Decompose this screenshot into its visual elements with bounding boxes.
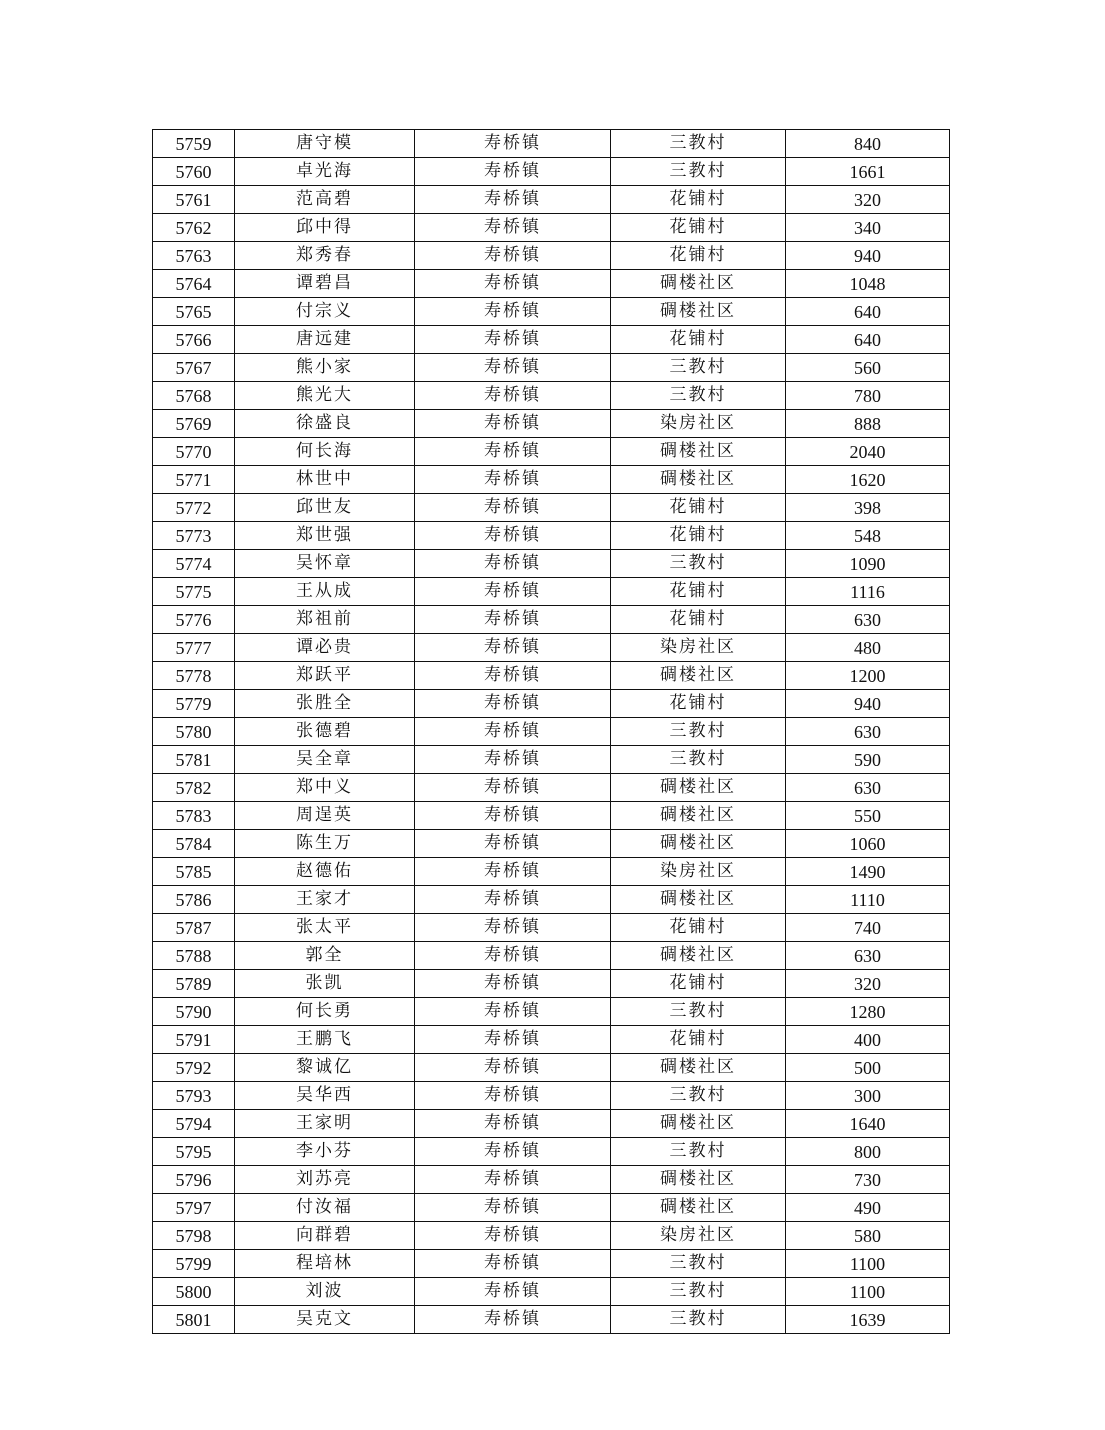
cell-village: 碉楼社区	[611, 942, 786, 970]
cell-name: 唐远建	[235, 326, 415, 354]
cell-number: 5779	[153, 690, 235, 718]
cell-number: 5774	[153, 550, 235, 578]
table-row	[153, 1138, 950, 1166]
cell-town: 寿桥镇	[415, 354, 611, 382]
table-row	[153, 242, 950, 270]
cell-number: 5800	[153, 1278, 235, 1306]
cell-number: 5785	[153, 858, 235, 886]
cell-town: 寿桥镇	[415, 298, 611, 326]
cell-number: 5765	[153, 298, 235, 326]
cell-number: 5791	[153, 1026, 235, 1054]
cell-amount: 1640	[786, 1110, 950, 1138]
cell-town: 寿桥镇	[415, 130, 611, 158]
cell-town: 寿桥镇	[415, 466, 611, 494]
cell-town: 寿桥镇	[415, 886, 611, 914]
table-row	[153, 578, 950, 606]
table-row	[153, 410, 950, 438]
cell-number: 5789	[153, 970, 235, 998]
table-row	[153, 662, 950, 690]
cell-village: 染房社区	[611, 858, 786, 886]
cell-town: 寿桥镇	[415, 830, 611, 858]
cell-amount: 550	[786, 802, 950, 830]
cell-village: 花铺村	[611, 242, 786, 270]
cell-name: 王家才	[235, 886, 415, 914]
cell-number: 5772	[153, 494, 235, 522]
cell-number: 5786	[153, 886, 235, 914]
cell-number: 5780	[153, 718, 235, 746]
cell-name: 王鹏飞	[235, 1026, 415, 1054]
cell-name: 何长勇	[235, 998, 415, 1026]
table-row	[153, 886, 950, 914]
cell-amount: 630	[786, 606, 950, 634]
cell-town: 寿桥镇	[415, 1194, 611, 1222]
cell-village: 染房社区	[611, 410, 786, 438]
cell-amount: 940	[786, 690, 950, 718]
cell-number: 5794	[153, 1110, 235, 1138]
table-row	[153, 1222, 950, 1250]
cell-name: 郭全	[235, 942, 415, 970]
cell-village: 碉楼社区	[611, 438, 786, 466]
table-row	[153, 1026, 950, 1054]
cell-amount: 740	[786, 914, 950, 942]
cell-name: 张太平	[235, 914, 415, 942]
cell-amount: 1490	[786, 858, 950, 886]
cell-village: 花铺村	[611, 914, 786, 942]
cell-name: 吴怀章	[235, 550, 415, 578]
cell-number: 5798	[153, 1222, 235, 1250]
table-row	[153, 522, 950, 550]
cell-amount: 500	[786, 1054, 950, 1082]
table-row	[153, 606, 950, 634]
cell-amount: 630	[786, 718, 950, 746]
cell-village: 三教村	[611, 1082, 786, 1110]
table-row	[153, 130, 950, 158]
table-row	[153, 774, 950, 802]
cell-name: 张胜全	[235, 690, 415, 718]
cell-number: 5797	[153, 1194, 235, 1222]
table-row	[153, 494, 950, 522]
cell-name: 刘波	[235, 1278, 415, 1306]
table-row	[153, 1278, 950, 1306]
table-row	[153, 298, 950, 326]
cell-town: 寿桥镇	[415, 1166, 611, 1194]
cell-amount: 640	[786, 326, 950, 354]
cell-amount: 1620	[786, 466, 950, 494]
cell-number: 5768	[153, 382, 235, 410]
cell-town: 寿桥镇	[415, 410, 611, 438]
cell-name: 唐守模	[235, 130, 415, 158]
cell-town: 寿桥镇	[415, 1138, 611, 1166]
table-row	[153, 746, 950, 774]
cell-town: 寿桥镇	[415, 942, 611, 970]
table-row	[153, 326, 950, 354]
cell-town: 寿桥镇	[415, 858, 611, 886]
cell-name: 赵德佑	[235, 858, 415, 886]
cell-number: 5770	[153, 438, 235, 466]
cell-amount: 1110	[786, 886, 950, 914]
cell-village: 花铺村	[611, 522, 786, 550]
cell-amount: 300	[786, 1082, 950, 1110]
cell-town: 寿桥镇	[415, 382, 611, 410]
cell-village: 碉楼社区	[611, 466, 786, 494]
cell-town: 寿桥镇	[415, 242, 611, 270]
cell-name: 刘苏亮	[235, 1166, 415, 1194]
cell-number: 5783	[153, 802, 235, 830]
records-table	[152, 129, 950, 1334]
cell-number: 5761	[153, 186, 235, 214]
cell-name: 程培林	[235, 1250, 415, 1278]
cell-village: 碉楼社区	[611, 802, 786, 830]
cell-town: 寿桥镇	[415, 214, 611, 242]
cell-number: 5767	[153, 354, 235, 382]
cell-number: 5799	[153, 1250, 235, 1278]
cell-number: 5784	[153, 830, 235, 858]
cell-amount: 888	[786, 410, 950, 438]
cell-town: 寿桥镇	[415, 438, 611, 466]
cell-number: 5763	[153, 242, 235, 270]
cell-number: 5788	[153, 942, 235, 970]
cell-village: 三教村	[611, 746, 786, 774]
cell-amount: 640	[786, 298, 950, 326]
cell-village: 碉楼社区	[611, 298, 786, 326]
cell-number: 5782	[153, 774, 235, 802]
cell-village: 三教村	[611, 718, 786, 746]
cell-number: 5771	[153, 466, 235, 494]
cell-name: 林世中	[235, 466, 415, 494]
cell-town: 寿桥镇	[415, 606, 611, 634]
table-row	[153, 802, 950, 830]
cell-village: 花铺村	[611, 970, 786, 998]
table-row	[153, 942, 950, 970]
cell-amount: 730	[786, 1166, 950, 1194]
cell-amount: 398	[786, 494, 950, 522]
cell-amount: 1048	[786, 270, 950, 298]
cell-town: 寿桥镇	[415, 1306, 611, 1334]
cell-town: 寿桥镇	[415, 662, 611, 690]
table-row	[153, 1194, 950, 1222]
cell-town: 寿桥镇	[415, 1110, 611, 1138]
cell-town: 寿桥镇	[415, 690, 611, 718]
cell-town: 寿桥镇	[415, 802, 611, 830]
cell-amount: 840	[786, 130, 950, 158]
cell-number: 5759	[153, 130, 235, 158]
cell-amount: 1116	[786, 578, 950, 606]
cell-amount: 490	[786, 1194, 950, 1222]
cell-town: 寿桥镇	[415, 718, 611, 746]
cell-village: 碉楼社区	[611, 1054, 786, 1082]
cell-village: 三教村	[611, 130, 786, 158]
cell-village: 花铺村	[611, 578, 786, 606]
cell-village: 花铺村	[611, 1026, 786, 1054]
table-row	[153, 970, 950, 998]
cell-village: 花铺村	[611, 326, 786, 354]
cell-name: 郑祖前	[235, 606, 415, 634]
cell-amount: 940	[786, 242, 950, 270]
cell-number: 5793	[153, 1082, 235, 1110]
cell-number: 5764	[153, 270, 235, 298]
cell-village: 三教村	[611, 354, 786, 382]
cell-town: 寿桥镇	[415, 550, 611, 578]
table-row	[153, 634, 950, 662]
cell-village: 三教村	[611, 998, 786, 1026]
cell-amount: 400	[786, 1026, 950, 1054]
cell-amount: 320	[786, 970, 950, 998]
cell-name: 张德碧	[235, 718, 415, 746]
cell-village: 染房社区	[611, 1222, 786, 1250]
cell-amount: 800	[786, 1138, 950, 1166]
cell-amount: 2040	[786, 438, 950, 466]
cell-village: 三教村	[611, 1278, 786, 1306]
cell-name: 郑跃平	[235, 662, 415, 690]
cell-number: 5795	[153, 1138, 235, 1166]
cell-number: 5769	[153, 410, 235, 438]
cell-town: 寿桥镇	[415, 914, 611, 942]
cell-amount: 1661	[786, 158, 950, 186]
cell-name: 王家明	[235, 1110, 415, 1138]
cell-name: 郑中义	[235, 774, 415, 802]
cell-amount: 580	[786, 1222, 950, 1250]
cell-village: 花铺村	[611, 690, 786, 718]
cell-name: 付宗义	[235, 298, 415, 326]
table-body	[153, 130, 950, 1334]
cell-number: 5775	[153, 578, 235, 606]
cell-amount: 1200	[786, 662, 950, 690]
cell-amount: 1280	[786, 998, 950, 1026]
cell-town: 寿桥镇	[415, 998, 611, 1026]
cell-village: 碉楼社区	[611, 774, 786, 802]
cell-amount: 590	[786, 746, 950, 774]
cell-town: 寿桥镇	[415, 326, 611, 354]
cell-town: 寿桥镇	[415, 970, 611, 998]
cell-town: 寿桥镇	[415, 186, 611, 214]
cell-name: 谭必贵	[235, 634, 415, 662]
cell-village: 碉楼社区	[611, 1110, 786, 1138]
cell-number: 5777	[153, 634, 235, 662]
cell-number: 5787	[153, 914, 235, 942]
cell-village: 三教村	[611, 1250, 786, 1278]
table-row	[153, 550, 950, 578]
cell-town: 寿桥镇	[415, 1278, 611, 1306]
cell-name: 吴克文	[235, 1306, 415, 1334]
cell-amount: 1060	[786, 830, 950, 858]
table-row	[153, 270, 950, 298]
cell-name: 邱世友	[235, 494, 415, 522]
cell-amount: 630	[786, 942, 950, 970]
cell-name: 王从成	[235, 578, 415, 606]
cell-number: 5762	[153, 214, 235, 242]
cell-town: 寿桥镇	[415, 578, 611, 606]
table-row	[153, 858, 950, 886]
table-row	[153, 1250, 950, 1278]
table-row	[153, 214, 950, 242]
cell-town: 寿桥镇	[415, 158, 611, 186]
table-row	[153, 998, 950, 1026]
cell-number: 5773	[153, 522, 235, 550]
cell-village: 染房社区	[611, 634, 786, 662]
cell-number: 5766	[153, 326, 235, 354]
cell-number: 5792	[153, 1054, 235, 1082]
cell-name: 徐盛良	[235, 410, 415, 438]
cell-name: 付汝福	[235, 1194, 415, 1222]
cell-town: 寿桥镇	[415, 522, 611, 550]
table-row	[153, 1166, 950, 1194]
cell-town: 寿桥镇	[415, 270, 611, 298]
table-row	[153, 466, 950, 494]
cell-village: 三教村	[611, 382, 786, 410]
cell-amount: 548	[786, 522, 950, 550]
cell-village: 花铺村	[611, 186, 786, 214]
cell-number: 5776	[153, 606, 235, 634]
table-row	[153, 354, 950, 382]
cell-number: 5796	[153, 1166, 235, 1194]
cell-village: 碉楼社区	[611, 830, 786, 858]
table-row	[153, 1110, 950, 1138]
cell-name: 何长海	[235, 438, 415, 466]
cell-name: 吴华西	[235, 1082, 415, 1110]
cell-name: 张凯	[235, 970, 415, 998]
cell-name: 陈生万	[235, 830, 415, 858]
cell-village: 碉楼社区	[611, 1194, 786, 1222]
cell-town: 寿桥镇	[415, 1054, 611, 1082]
cell-town: 寿桥镇	[415, 1026, 611, 1054]
cell-town: 寿桥镇	[415, 1082, 611, 1110]
cell-amount: 480	[786, 634, 950, 662]
cell-name: 谭碧昌	[235, 270, 415, 298]
cell-amount: 1639	[786, 1306, 950, 1334]
cell-name: 周逞英	[235, 802, 415, 830]
cell-name: 范高碧	[235, 186, 415, 214]
cell-town: 寿桥镇	[415, 774, 611, 802]
cell-name: 向群碧	[235, 1222, 415, 1250]
table-row	[153, 438, 950, 466]
cell-village: 花铺村	[611, 606, 786, 634]
table-row	[153, 1054, 950, 1082]
cell-name: 熊光大	[235, 382, 415, 410]
table-row	[153, 186, 950, 214]
cell-amount: 320	[786, 186, 950, 214]
cell-name: 李小芬	[235, 1138, 415, 1166]
cell-village: 花铺村	[611, 494, 786, 522]
table-row	[153, 1082, 950, 1110]
cell-number: 5790	[153, 998, 235, 1026]
table-row	[153, 718, 950, 746]
cell-amount: 1100	[786, 1250, 950, 1278]
cell-village: 碉楼社区	[611, 1166, 786, 1194]
cell-village: 碉楼社区	[611, 270, 786, 298]
cell-village: 三教村	[611, 1138, 786, 1166]
cell-amount: 780	[786, 382, 950, 410]
cell-town: 寿桥镇	[415, 634, 611, 662]
cell-village: 碉楼社区	[611, 662, 786, 690]
cell-village: 三教村	[611, 1306, 786, 1334]
cell-number: 5778	[153, 662, 235, 690]
cell-number: 5801	[153, 1306, 235, 1334]
cell-name: 卓光海	[235, 158, 415, 186]
table-row	[153, 1306, 950, 1334]
table-row	[153, 382, 950, 410]
cell-name: 熊小家	[235, 354, 415, 382]
cell-village: 碉楼社区	[611, 886, 786, 914]
cell-village: 花铺村	[611, 214, 786, 242]
cell-name: 黎诚亿	[235, 1054, 415, 1082]
cell-name: 吴全章	[235, 746, 415, 774]
cell-name: 郑秀春	[235, 242, 415, 270]
cell-amount: 560	[786, 354, 950, 382]
cell-number: 5781	[153, 746, 235, 774]
cell-amount: 340	[786, 214, 950, 242]
cell-name: 邱中得	[235, 214, 415, 242]
cell-town: 寿桥镇	[415, 494, 611, 522]
cell-name: 郑世强	[235, 522, 415, 550]
cell-town: 寿桥镇	[415, 1250, 611, 1278]
table-row	[153, 914, 950, 942]
cell-town: 寿桥镇	[415, 746, 611, 774]
table-row	[153, 158, 950, 186]
cell-amount: 1100	[786, 1278, 950, 1306]
cell-town: 寿桥镇	[415, 1222, 611, 1250]
cell-amount: 630	[786, 774, 950, 802]
cell-village: 三教村	[611, 158, 786, 186]
table-row	[153, 690, 950, 718]
cell-amount: 1090	[786, 550, 950, 578]
cell-village: 三教村	[611, 550, 786, 578]
table-row	[153, 830, 950, 858]
cell-number: 5760	[153, 158, 235, 186]
